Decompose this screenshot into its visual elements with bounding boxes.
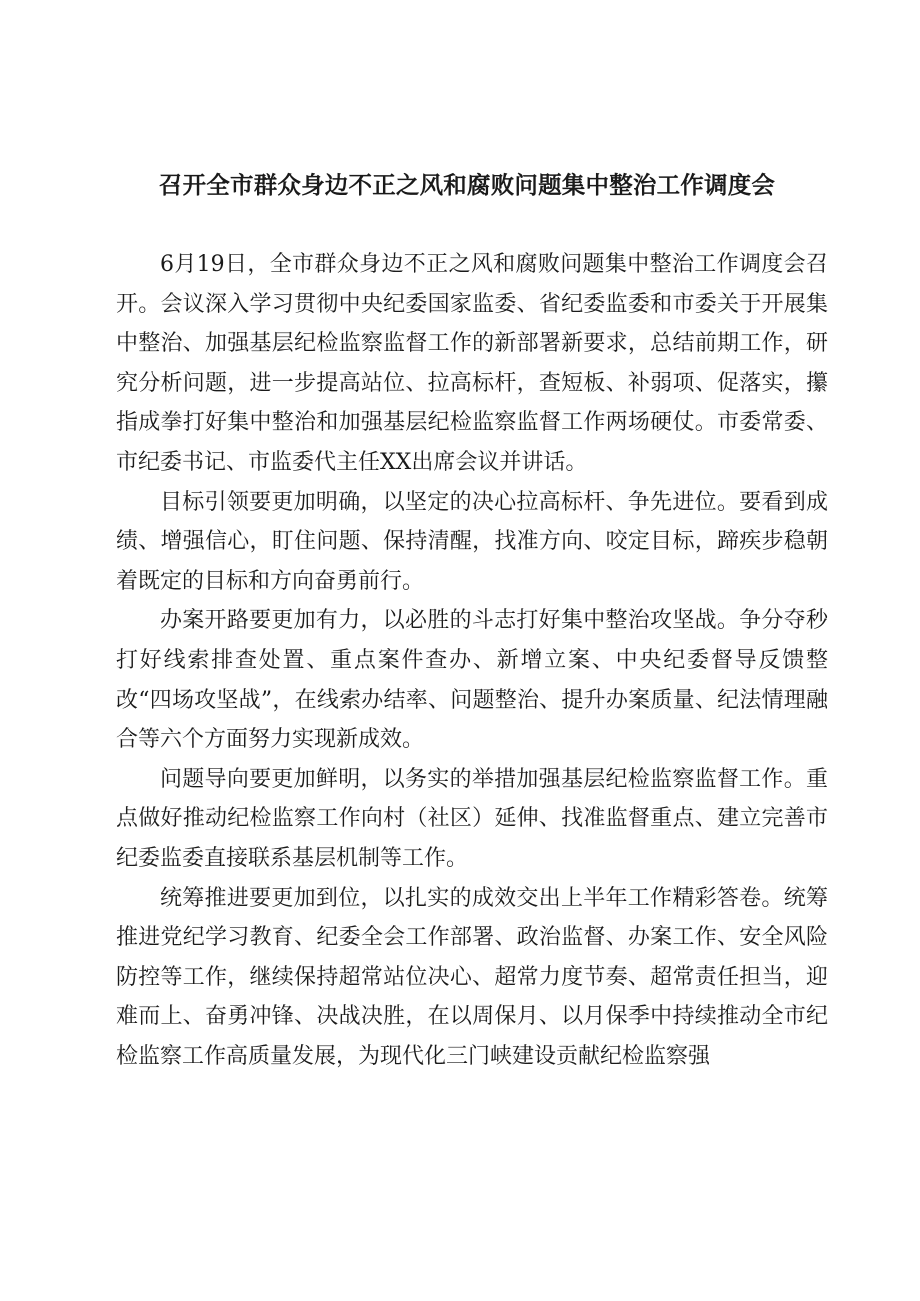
document-body — [116, 245, 828, 1076]
document-title: 召开全市群众身边不正之风和腐败问题集中整治工作调度会 — [158, 171, 776, 199]
paragraph-case-handling: 办案开路要更加有力，以必胜的斗志打好集中整治攻坚战。争分夺秒打好线索排查处置、重点案件查办、新增立案、中央纪委督导反馈整改“四场攻坚战”，在线索办结率、问题整治、提升办案质量、纪法情理融合等六个方面努力实现新成效。 — [116, 608, 828, 753]
paragraph-goal-guidance: 目标引领要更加明确，以坚定的决心拉高标杆、争先进位。要看到成绩、增强信心，盯住问题、保持清醒，找准方向、咬定目标，蹄疾步稳朝着既定的目标和方向奋勇前行。 — [116, 489, 828, 594]
paragraph-problem-orientation: 问题导向要更加鲜明，以务实的举措加强基层纪检监察监督工作。重点做好推动纪检监察工作向村（社区）延伸、找准监督重点、建立完善市纪委监委直接联系基层机制等工作。 — [116, 766, 828, 871]
paragraph-meeting-summary: 6月19日，全市群众身边不正之风和腐败问题集中整治工作调度会召开。会议深入学习贯彻中央纪委国家监委、省纪委监委和市委关于开展集中整治、加强基层纪检监察监督工作的新部署新要求，总结前期工作，研究分析问题，进一步提高站位、拉高标杆，查短板、补弱项、促落实，攥指成拳打好集中整治和加强基层纪检监察监督工作两场硬仗。市委常委、市纪委书记、市监委代主任XX出席会议并讲话。 — [116, 252, 828, 475]
paragraph-coordinated-advance: 统筹推进要更加到位，以扎实的成效交出上半年工作精彩答卷。统筹推进党纪学习教育、纪委全会工作部署、政治监督、办案工作、安全风险防控等工作，继续保持超常站位决心、超常力度节奏、超常责任担当，迎难而上、奋勇冲锋、决战决胜，在以周保月、以月保季中持续推动全市纪检监察工作高质量发展，为现代化三门峡建设贡献纪检监察强 — [116, 885, 828, 1069]
